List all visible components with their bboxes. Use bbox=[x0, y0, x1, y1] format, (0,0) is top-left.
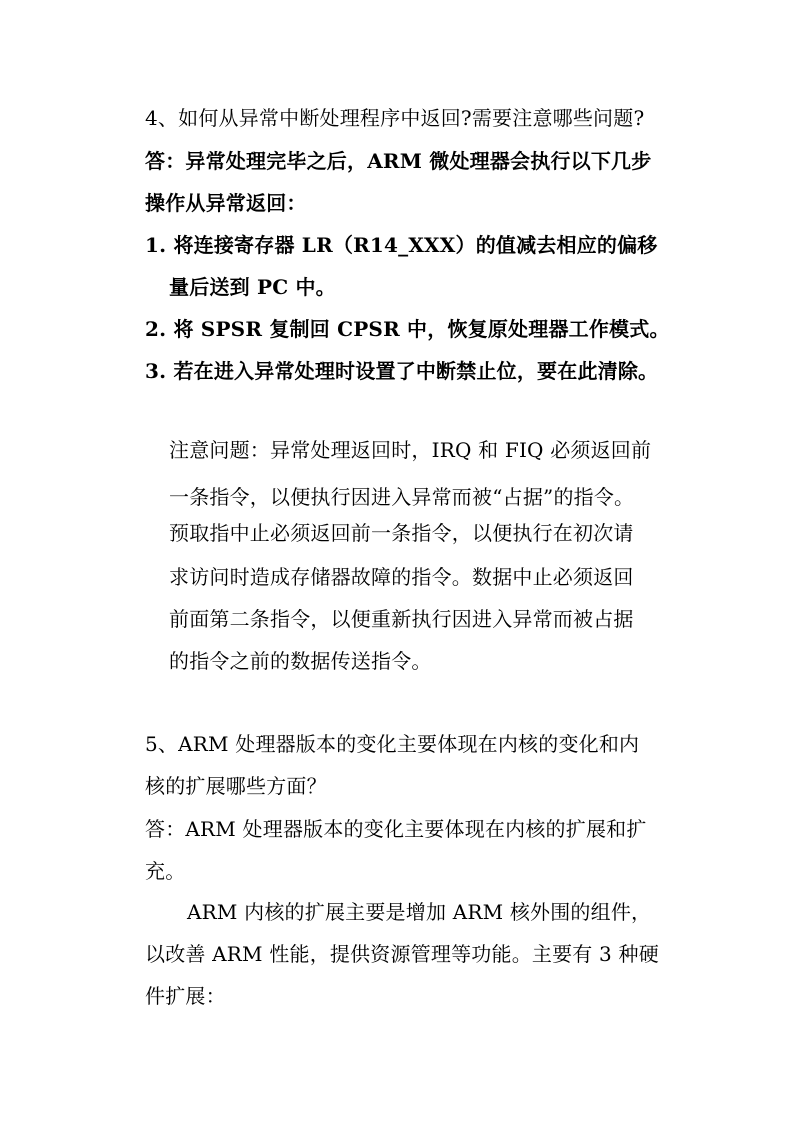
step-1-line-1: 1. 将连接寄存器 LR（R14_XXX）的值减去相应的偏移 bbox=[145, 233, 658, 257]
question-5-line-1: 5、ARM 处理器版本的变化主要体现在内核的变化和内 bbox=[145, 732, 640, 756]
note-line-5: 前面第二条指令，以便重新执行因进入异常而被占据 bbox=[169, 607, 634, 631]
answer-4-line-1: 答：异常处理完毕之后，ARM 微处理器会执行以下几步 bbox=[145, 149, 652, 173]
note-line-2: 一条指令，以便执行因进入异常而被“占据”的指令。 bbox=[169, 485, 635, 509]
note-line-3: 预取指中止必须返回前一条指令，以便执行在初次请 bbox=[169, 521, 634, 545]
paragraph-line-2: 以改善 ARM 性能，提供资源管理等功能。主要有 3 种硬 bbox=[145, 942, 659, 966]
note-line-4: 求访问时造成存储器故障的指令。数据中止必须返回 bbox=[169, 565, 634, 589]
step-3: 3. 若在进入异常处理时设置了中断禁止位，要在此清除。 bbox=[145, 359, 659, 383]
question-5-line-2: 核的扩展哪些方面？ bbox=[145, 774, 327, 798]
answer-5-line-1: 答：ARM 处理器版本的变化主要体现在内核的扩展和扩 bbox=[145, 817, 647, 841]
note-line-6: 的指令之前的数据传送指令。 bbox=[169, 649, 432, 673]
step-1-line-2: 量后送到 PC 中。 bbox=[169, 275, 336, 299]
answer-5-line-2: 充。 bbox=[145, 859, 186, 883]
answer-4-line-2: 操作从异常返回： bbox=[145, 191, 307, 215]
paragraph-line-3: 件扩展： bbox=[145, 984, 226, 1008]
question-4: 4、如何从异常中断处理程序中返回?需要注意哪些问题? bbox=[145, 106, 645, 130]
step-2: 2. 将 SPSR 复制回 CPSR 中，恢复原处理器工作模式。 bbox=[145, 317, 670, 341]
note-line-1: 注意问题：异常处理返回时，IRQ 和 FIQ 必须返回前 bbox=[169, 438, 652, 462]
paragraph-line-1: ARM 内核的扩展主要是增加 ARM 核外围的组件， bbox=[187, 900, 652, 924]
